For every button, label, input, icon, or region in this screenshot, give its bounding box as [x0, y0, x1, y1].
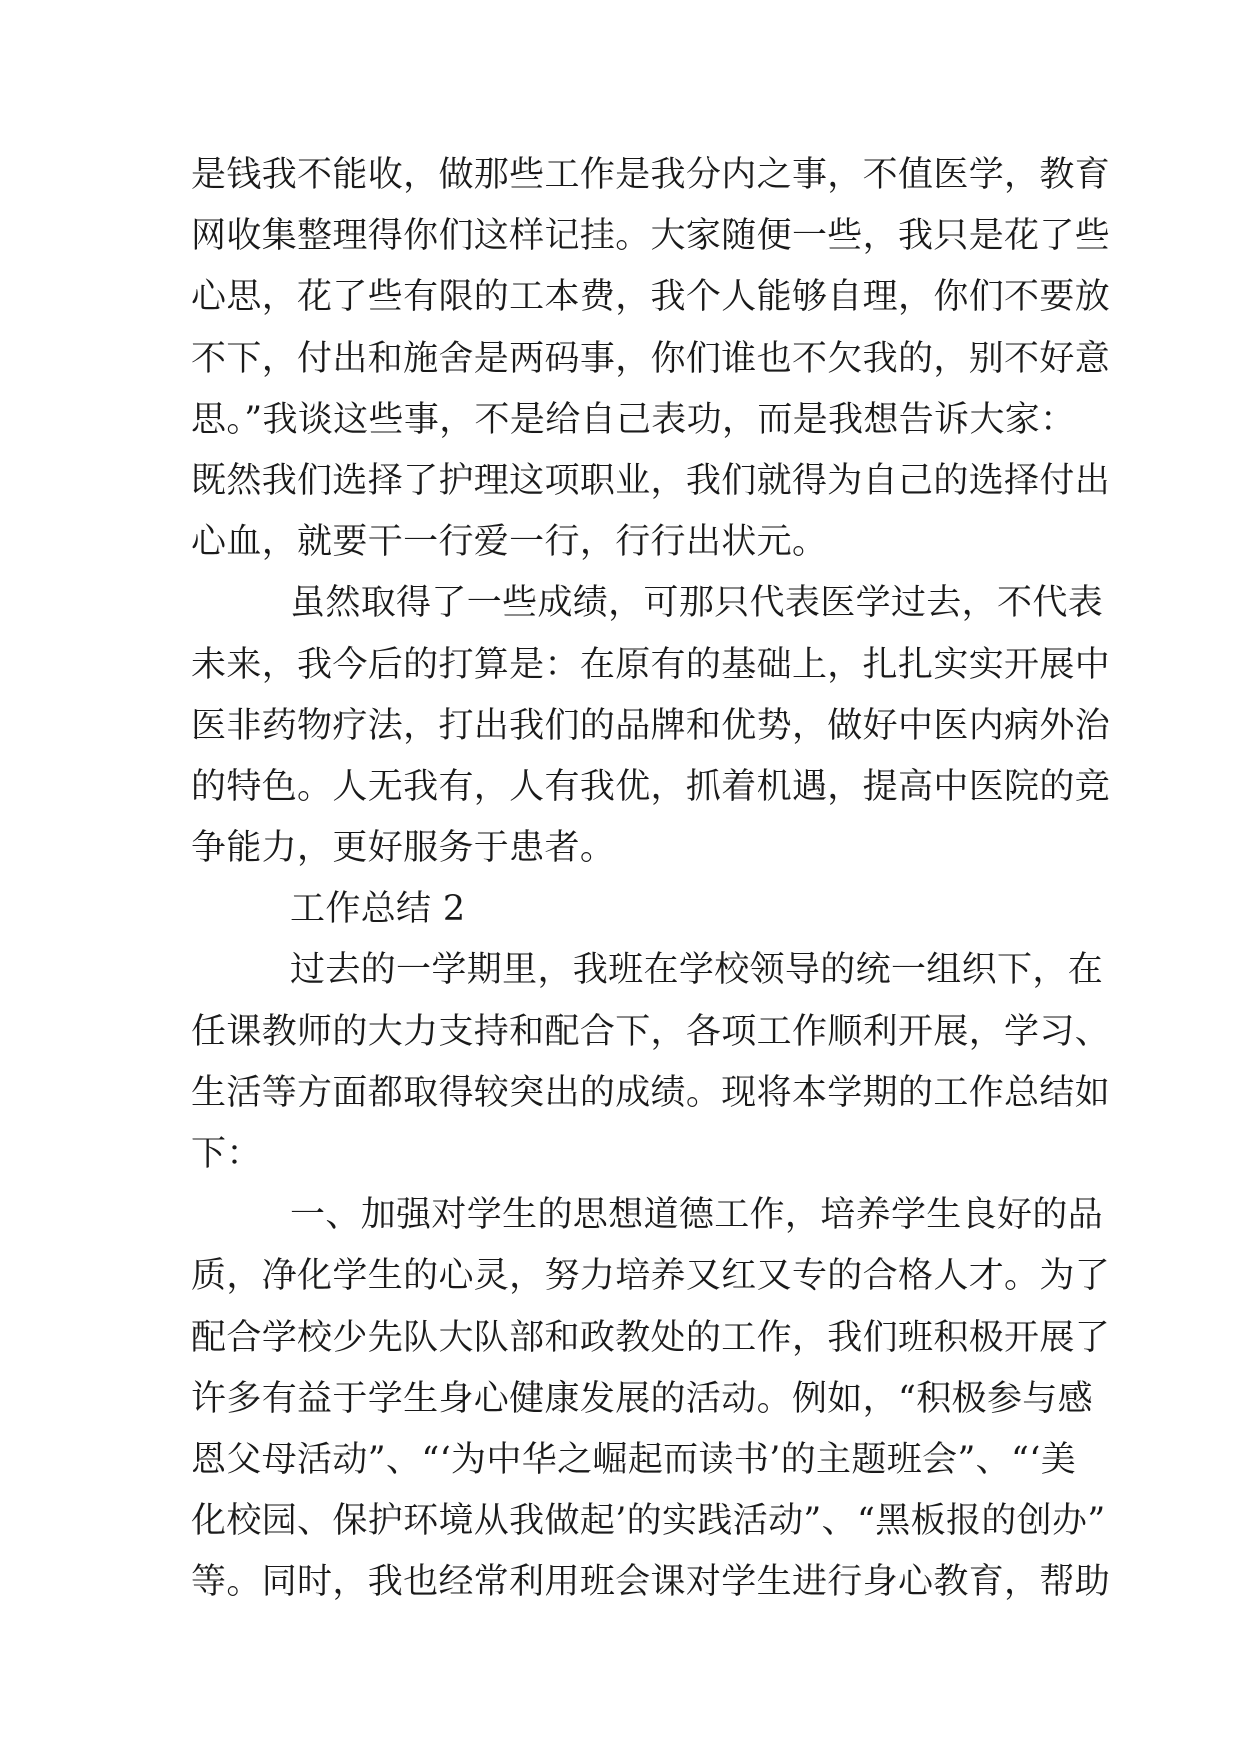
text-line: 配合学校少先队大队部和政教处的工作，我们班积极开展了 [191, 1317, 1111, 1358]
text-line: 争能力，更好服务于患者。 [191, 828, 616, 869]
text-line: 生活等方面都取得较突出的成绩。现将本学期的工作总结如 [191, 1072, 1111, 1113]
text-line: 心思，花了些有限的工本费，我个人能够自理，你们不要放 [191, 277, 1111, 318]
text-line: 不下，付出和施舍是两码事，你们谁也不欠我的，别不好意 [191, 338, 1111, 379]
paragraph-first-line: 一、加强对学生的思想道德工作，培养学生良好的品 [290, 1195, 1104, 1236]
text-line: 是钱我不能收，做那些工作是我分内之事，不值医学，教育 [191, 155, 1111, 195]
text-line: 等。同时，我也经常利用班会课对学生进行身心教育，帮助 [191, 1562, 1111, 1603]
text-line: 恩父母活动”、“‘为中华之崛起而读书’的主题班会”、“‘美 [191, 1439, 1077, 1480]
text-line: 网收集整理得你们这样记挂。大家随便一些，我只是花了些 [191, 216, 1111, 257]
paragraph-first-line: 过去的一学期里，我班在学校领导的统一组织下，在 [290, 950, 1104, 991]
text-line: 化校园、保护环境从我做起’的实践活动”、“黑板报的创办” [191, 1501, 1106, 1542]
text-line: 心血，就要干一行爱一行，行行出状元。 [191, 522, 828, 563]
text-line: 任课教师的大力支持和配合下，各项工作顺利开展，学习、 [191, 1011, 1111, 1052]
text-line: 既然我们选择了护理这项职业，我们就得为自己的选择付出 [191, 460, 1111, 501]
text-line: 下： [191, 1134, 262, 1174]
text-line: 未来，我今后的打算是：在原有的基础上，扎扎实实开展中 [191, 644, 1111, 685]
text-line: 许多有益于学生身心健康发展的活动。例如，“积极参与感 [191, 1378, 1093, 1419]
document-body [191, 145, 1111, 1614]
text-line: 思。”我谈这些事，不是给自己表功，而是我想告诉大家： [191, 399, 1076, 440]
text-line: 医非药物疗法，打出我们的品牌和优势，做好中医内病外治 [191, 705, 1111, 746]
paragraph-first-line: 虽然取得了一些成绩，可那只代表医学过去，不代表 [290, 583, 1104, 624]
section-heading: 工作总结 2 [290, 889, 466, 930]
text-line: 的特色。人无我有，人有我优，抓着机遇，提高中医院的竞 [191, 766, 1111, 807]
text-line: 质，净化学生的心灵，努力培养又红又专的合格人才。为了 [191, 1256, 1111, 1297]
